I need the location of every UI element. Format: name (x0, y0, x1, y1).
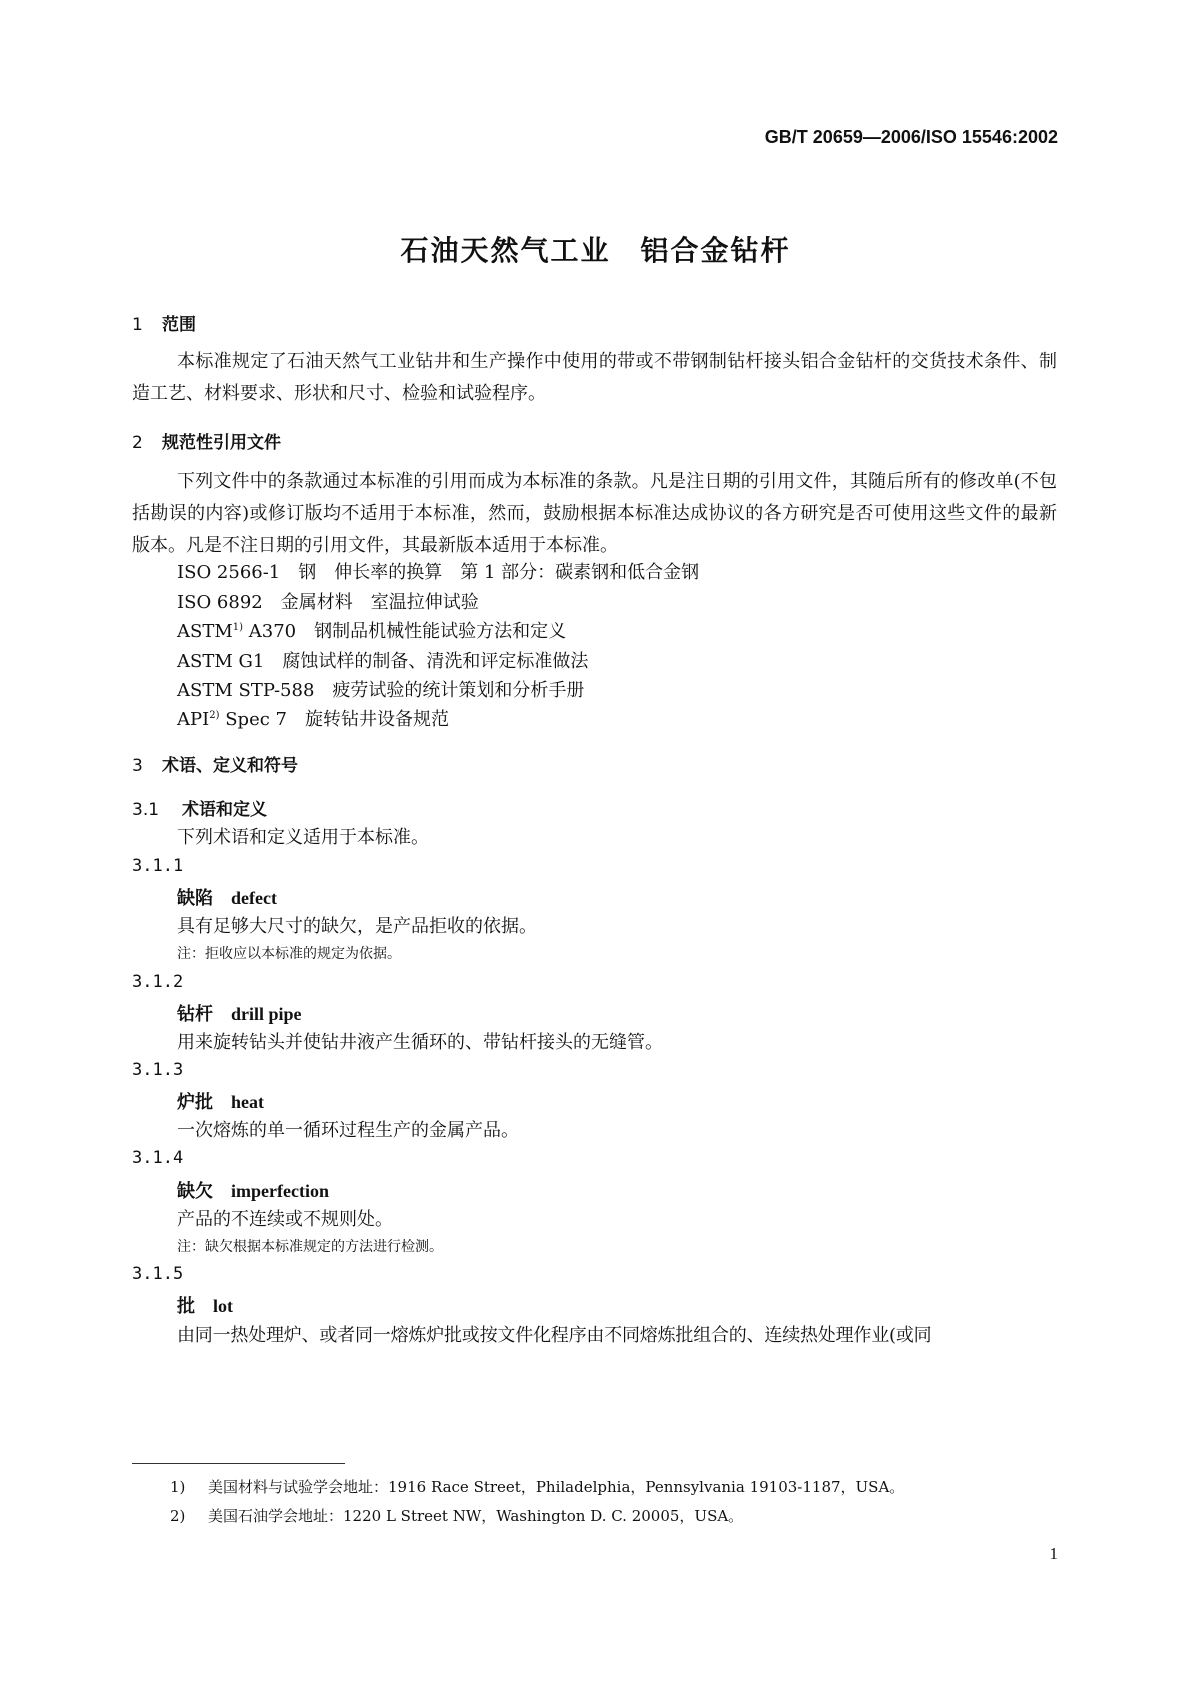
reference-item: ISO 2566-1 钢 伸长率的换算 第 1 部分：碳素钢和低合金钢 (177, 562, 700, 583)
term-heading: 缺欠 imperfection (177, 1181, 329, 1202)
term-note: 注：拒收应以本标准的规定为依据。 (177, 946, 401, 962)
term-number: 3.1.5 (132, 1264, 184, 1284)
standard-code-header: GB/T 20659—2006/ISO 15546:2002 (764, 127, 1058, 147)
reference-item: ASTM$^{1)}$ A370 钢制品机械性能试验方法和定义 (177, 621, 567, 642)
term-definition: 由同一热处理炉、或者同一熔炼炉批或按文件化程序由不同熔炼批组合的、连续热处理作业(或同 (177, 1325, 932, 1346)
section-2-heading (132, 428, 281, 453)
term-heading: 缺陷 defect (177, 888, 277, 909)
term-number: 3.1.3 (132, 1060, 184, 1080)
reference-item: API$^{2)}$ Spec 7 旋转钻井设备规范 (177, 709, 449, 730)
subsection-3-1-heading (132, 795, 267, 820)
section-1-heading (132, 310, 196, 335)
term-definition: 用来旋转钻头并使钻井液产生循环的、带钻杆接头的无缝管。 (177, 1032, 663, 1053)
term-definition: 具有足够大尺寸的缺欠，是产品拒收的依据。 (177, 916, 537, 937)
term-number: 3.1.4 (132, 1148, 184, 1168)
reference-item: ISO 6892 金属材料 室温拉伸试验 (177, 592, 479, 613)
term-note: 注：缺欠根据本标准规定的方法进行检测。 (177, 1239, 443, 1255)
term-heading: 钻杆 drill pipe (177, 1004, 302, 1025)
subsection-intro: 下列术语和定义适用于本标准。 (177, 827, 429, 848)
page-number: 1 (1049, 1544, 1058, 1563)
term-definition: 产品的不连续或不规则处。 (177, 1209, 393, 1230)
reference-item: ASTM STP-588 疲劳试验的统计策划和分析手册 (177, 680, 585, 701)
paragraph-text: 本标准规定了石油天然气工业钻井和生产操作中使用的带或不带钢制钻杆接头铝合金钻杆的交货技术条件、制造工艺、材料要求、形状和尺寸、检验和试验程序。 (132, 351, 1057, 404)
section-title: 术语和定义 (182, 800, 267, 820)
term-number: 3.1.1 (132, 856, 184, 876)
paragraph-text: 下列文件中的条款通过本标准的引用而成为本标准的条款。凡是注日期的引用文件，其随后所有的修改单(不包括勘误的内容)或修订版均不适用于本标准，然而，鼓励根据本标准达成协议的各方研究是否可使用这些文件的最新版本。凡是不注日期的引用文件，其最新版本适用于本标准。 (132, 471, 1057, 556)
footnote: 1) 美国材料与试验学会地址：1916 Race Street，Philadelphia，Pennsylvania 19103-1187，USA。 (170, 1478, 905, 1496)
term-definition: 一次熔炼的单一循环过程生产的金属产品。 (177, 1120, 519, 1141)
footnote-separator (132, 1463, 345, 1464)
section-3-heading (132, 751, 298, 776)
footnote: 2) 美国石油学会地址：1220 L Street NW，Washington D. C. 20005，USA。 (170, 1507, 744, 1525)
section-number: 2 (132, 433, 143, 453)
footnote-marker: 1) (232, 622, 244, 633)
section-number: 1 (132, 315, 143, 335)
section-1-paragraph (132, 346, 1057, 410)
footnote-marker: 2) (209, 710, 220, 721)
section-number: 3 (132, 756, 143, 776)
term-heading: 炉批 heat (177, 1092, 264, 1113)
section-title: 范围 (162, 315, 196, 335)
section-number: 3.1 (132, 800, 160, 820)
section-title: 规范性引用文件 (162, 433, 281, 453)
document-title: 石油天然气工业 铝合金钻杆 (400, 234, 791, 267)
reference-item: ASTM G1 腐蚀试样的制备、清洗和评定标准做法 (177, 651, 589, 672)
term-number: 3.1.2 (132, 972, 184, 992)
term-heading: 批 lot (177, 1296, 233, 1317)
section-title: 术语、定义和符号 (162, 756, 298, 776)
section-2-paragraph (132, 466, 1057, 562)
